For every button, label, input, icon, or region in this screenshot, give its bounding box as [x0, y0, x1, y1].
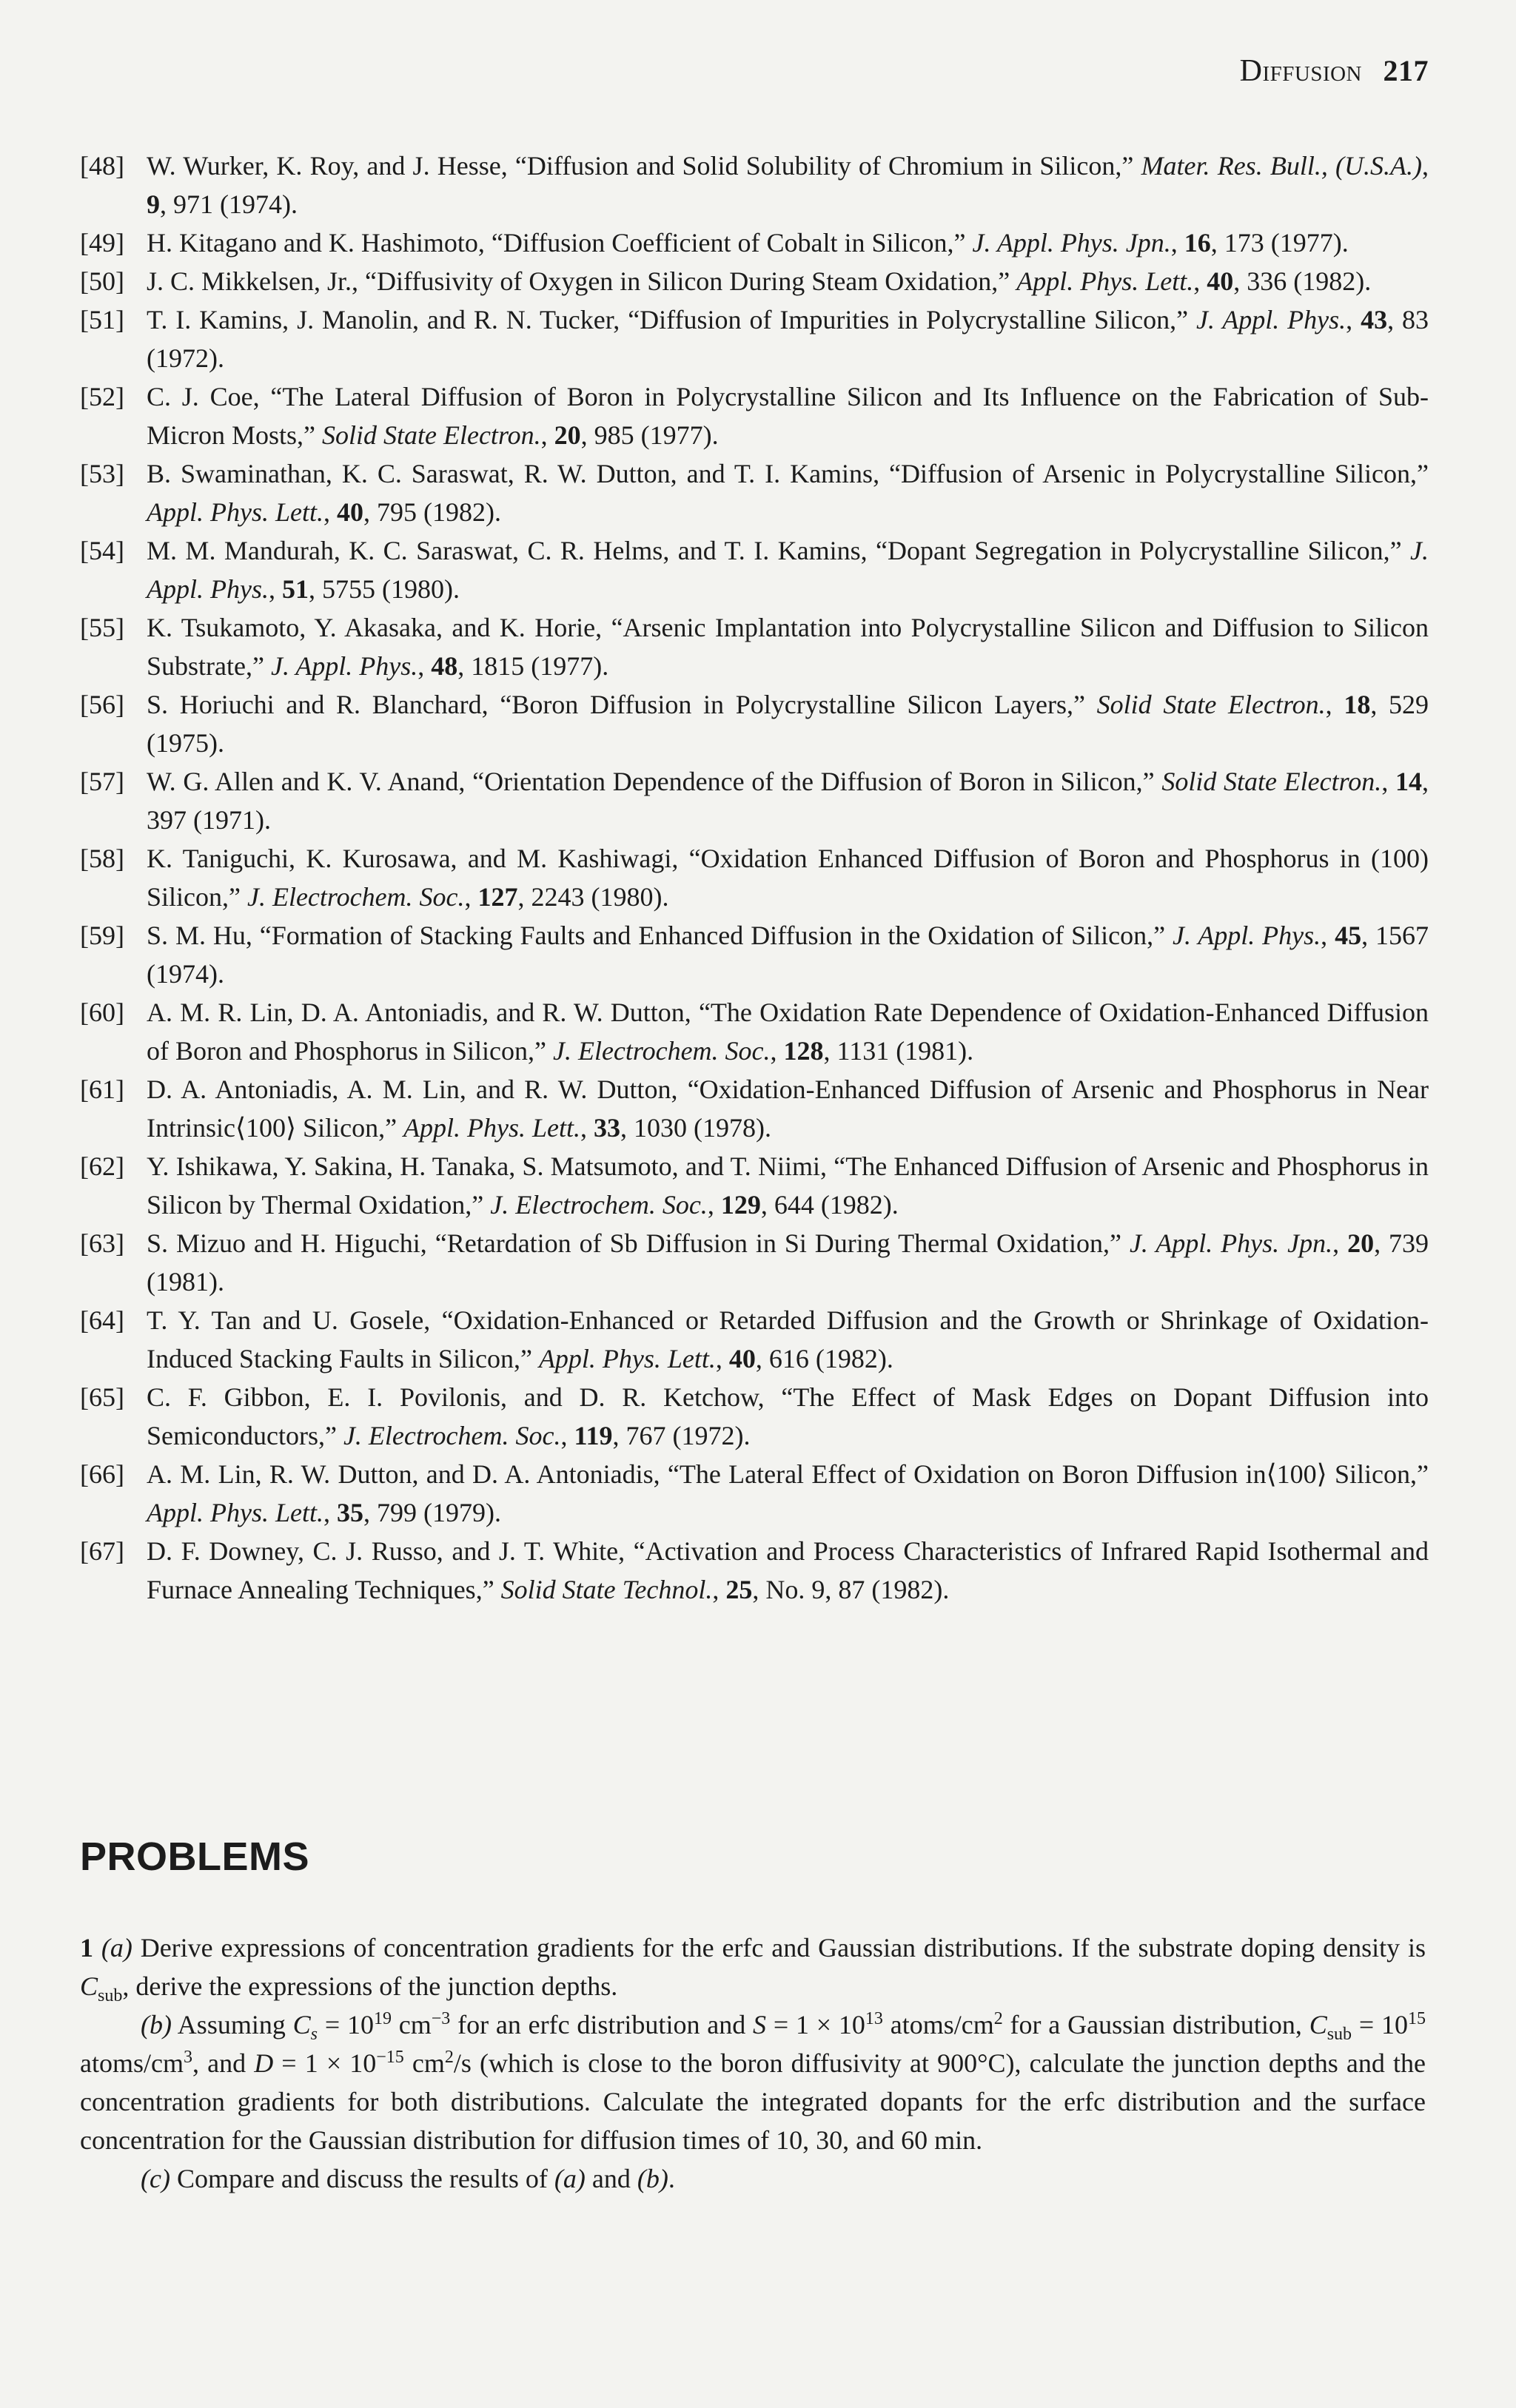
reference-text: [147, 1536, 1429, 1604]
reference-text: [147, 536, 1429, 604]
text-run: , and: [192, 2048, 255, 2078]
reference-number: [49]: [80, 228, 124, 258]
text-run: Y. Ishikawa, Y. Sakina, H. Tanaka, S. Matsumoto, and T. Niimi, “The Enhanced Diffusion of Arsenic and Phosphorus in Silicon by Thermal Oxidation,”: [147, 1151, 1429, 1220]
reference-text: [147, 1459, 1429, 1527]
text-run: ,: [707, 1190, 721, 1220]
reference-item: [80, 262, 1429, 300]
text-run: Derive expressions of concentration gradients for the erfc and Gaussian distributions. If the substrate doping density is: [132, 1933, 1426, 1963]
text-run: 35: [336, 1498, 363, 1527]
text-run: A. M. R. Lin, D. A. Antoniadis, and R. W. Dutton, “The Oxidation Rate Dependence of Oxidation-Enhanced Diffusion of Boron and Phosphorus in Silicon,”: [147, 998, 1429, 1066]
text-run: atoms/cm: [80, 2048, 184, 2078]
text-run: W. G. Allen and K. V. Anand, “Orientation Dependence of the Diffusion of Boron in Silicon,”: [147, 767, 1162, 796]
reference-list: [80, 147, 1429, 1609]
reference-item: [80, 1070, 1429, 1147]
reference-text: [147, 1305, 1429, 1373]
text-run: ,: [1346, 305, 1361, 334]
text-run: Solid State Electron.: [1096, 690, 1326, 719]
text-run: = 10: [1352, 2010, 1408, 2039]
text-run: 119: [574, 1421, 613, 1450]
text-run: −15: [376, 2048, 404, 2067]
text-run: for an erfc distribution and: [450, 2010, 754, 2039]
text-run: ,: [715, 1344, 729, 1373]
text-run: , 644 (1982).: [760, 1190, 899, 1220]
text-run: , 1567 (1974).: [147, 921, 1429, 989]
text-run: H. Kitagano and K. Hashimoto, “Diffusion Coefficient of Cobalt in Silicon,”: [147, 228, 973, 258]
reference-number: [50]: [80, 266, 124, 296]
text-run: 20: [554, 420, 581, 450]
text-run: 1: [80, 1933, 93, 1963]
reference-item: [80, 762, 1429, 839]
text-run: Mater. Res. Bull., (U.S.A.): [1141, 151, 1422, 181]
text-run: 128: [783, 1036, 824, 1066]
text-run: 127: [477, 882, 518, 912]
text-run: , No. 9, 87 (1982).: [752, 1575, 950, 1604]
reference-text: [147, 459, 1429, 527]
reference-item: [80, 1224, 1429, 1301]
text-run: C. J. Coe, “The Lateral Diffusion of Boron in Polycrystalline Silicon and Its Influence on the Fabrication of Sub-Micron Mosts,”: [147, 382, 1429, 450]
text-run: (a): [554, 2164, 586, 2193]
text-run: ,: [770, 1036, 784, 1066]
reference-item: [80, 377, 1429, 454]
text-run: s: [310, 2025, 318, 2045]
text-run: J. Electrochem. Soc.: [490, 1190, 708, 1220]
text-run: , 971 (1974).: [160, 189, 298, 219]
text-run: 19: [373, 2009, 392, 2028]
text-run: , 397 (1971).: [147, 767, 1429, 835]
text-run: 45: [1335, 921, 1362, 950]
text-run: 15: [1408, 2009, 1426, 2028]
text-run: , 2243 (1980).: [517, 882, 669, 912]
reference-item: [80, 608, 1429, 685]
text-run: M. M. Mandurah, K. C. Saraswat, C. R. Helms, and T. I. Kamins, “Dopant Segregation in Polycrystalline Silicon,”: [147, 536, 1411, 565]
text-run: .: [668, 2164, 675, 2193]
text-run: 25: [725, 1575, 753, 1604]
text-run: , 5755 (1980).: [308, 574, 460, 604]
reference-number: [56]: [80, 690, 124, 719]
reference-number: [67]: [80, 1536, 124, 1566]
reference-text: [147, 151, 1429, 219]
reference-text: [147, 228, 1349, 258]
text-run: (b): [141, 2010, 172, 2039]
text-run: J. Appl. Phys.: [147, 536, 1429, 604]
text-run: ,: [268, 574, 282, 604]
reference-item: [80, 1147, 1429, 1224]
text-run: ,: [417, 651, 432, 681]
reference-number: [59]: [80, 921, 124, 950]
reference-item: [80, 223, 1429, 262]
text-run: J. C. Mikkelsen, Jr., “Diffusivity of Oxygen in Silicon During Steam Oxidation,”: [147, 266, 1017, 296]
text-run: (b): [637, 2164, 668, 2193]
text-run: 2: [444, 2048, 454, 2067]
text-run: ,: [712, 1575, 726, 1604]
text-run: 3: [183, 2048, 192, 2067]
text-run: 20: [1347, 1228, 1375, 1258]
text-run: 16: [1184, 228, 1211, 258]
reference-number: [64]: [80, 1305, 124, 1335]
text-run: ,: [1332, 1228, 1348, 1258]
problem-paragraph: [80, 1928, 1426, 2005]
text-run: 18: [1344, 690, 1371, 719]
problems-section: [80, 1928, 1426, 2198]
text-run: cm: [391, 2010, 432, 2039]
text-run: Solid State Electron.: [322, 420, 541, 450]
reference-number: [57]: [80, 767, 124, 796]
text-run: K. Tsukamoto, Y. Akasaka, and K. Horie, “Arsenic Implantation into Polycrystalline Silicon and Diffusion to Silicon Substrate,”: [147, 613, 1429, 681]
text-run: , 1131 (1981).: [823, 1036, 974, 1066]
text-run: = 10: [318, 2010, 374, 2039]
text-run: , 173 (1977).: [1210, 228, 1349, 258]
text-run: S. Mizuo and H. Higuchi, “Retardation of Sb Diffusion in Si During Thermal Oxidation,”: [147, 1228, 1130, 1258]
text-run: /s (which is close to the boron diffusivity at 900°C), calculate the junction depths and the concentration gradients for both distributions. Calculate the integrated dopants for the erfc distribution and the surface concentration for the Gaussian distribution for diffusion times of 10, 30, and 60 min.: [80, 2048, 1426, 2155]
text-run: ,: [1422, 151, 1429, 181]
text-run: 9: [147, 189, 160, 219]
reference-text: [147, 1228, 1429, 1297]
text-run: 40: [728, 1344, 756, 1373]
text-run: , derive the expressions of the junction depths.: [122, 1971, 618, 2001]
reference-text: [147, 767, 1429, 835]
reference-text: [147, 305, 1429, 373]
reference-text: [147, 1151, 1429, 1220]
text-run: A. M. Lin, R. W. Dutton, and D. A. Antoniadis, “The Lateral Effect of Oxidation on Boron Diffusion in⟨100⟩ Silicon,”: [147, 1459, 1429, 1489]
text-run: = 1 × 10: [273, 2048, 377, 2078]
reference-item: [80, 531, 1429, 608]
reference-number: [55]: [80, 613, 124, 642]
problems-heading: PROBLEMS: [80, 1834, 310, 1879]
text-run: J. Appl. Phys.: [270, 651, 418, 681]
reference-number: [52]: [80, 382, 124, 411]
text-run: ,: [540, 420, 554, 450]
text-run: Appl. Phys. Lett.: [147, 497, 323, 527]
text-run: sub: [98, 1986, 123, 2006]
text-run: C: [292, 2010, 311, 2039]
text-run: ,: [1170, 228, 1184, 258]
reference-text: [147, 382, 1429, 450]
reference-number: [66]: [80, 1459, 124, 1489]
text-run: 40: [1207, 266, 1234, 296]
text-run: 43: [1361, 305, 1388, 334]
text-run: J. Electrochem. Soc.: [343, 1421, 561, 1450]
text-run: 129: [720, 1190, 761, 1220]
text-run: , 83 (1972).: [147, 305, 1429, 373]
reference-text: [147, 1382, 1429, 1450]
reference-number: [62]: [80, 1151, 124, 1181]
text-run: , 1030 (1978).: [620, 1113, 772, 1143]
reference-text: [147, 613, 1429, 681]
text-run: C: [1309, 2010, 1327, 2039]
text-run: ,: [560, 1421, 574, 1450]
text-run: S. M. Hu, “Formation of Stacking Faults and Enhanced Diffusion in the Oxidation of Silicon,”: [147, 921, 1173, 950]
reference-number: [51]: [80, 305, 124, 334]
text-run: K. Taniguchi, K. Kurosawa, and M. Kashiwagi, “Oxidation Enhanced Diffusion of Boron and Phosphorus in (100) Silicon,”: [147, 844, 1429, 912]
reference-item: [80, 1532, 1429, 1609]
reference-text: [147, 844, 1429, 912]
text-run: J. Appl. Phys. Jpn.: [1129, 1228, 1333, 1258]
text-run: 14: [1395, 767, 1422, 796]
text-run: , 799 (1979).: [363, 1498, 501, 1527]
text-run: , 795 (1982).: [363, 497, 501, 527]
text-run: , 767 (1972).: [612, 1421, 751, 1450]
text-run: Appl. Phys. Lett.: [147, 1498, 323, 1527]
reference-item: [80, 147, 1429, 223]
reference-number: [58]: [80, 844, 124, 873]
text-run: , 985 (1977).: [580, 420, 719, 450]
text-run: J. Appl. Phys. Jpn.: [972, 228, 1171, 258]
reference-text: [147, 690, 1429, 758]
text-run: Appl. Phys. Lett.: [538, 1344, 716, 1373]
text-run: (a): [101, 1933, 133, 1963]
reference-item: [80, 685, 1429, 762]
text-run: T. Y. Tan and U. Gosele, “Oxidation-Enhanced or Retarded Diffusion and the Growth or Shrinkage of Oxidation-Induced Stacking Faults in Silicon,”: [147, 1305, 1429, 1373]
reference-number: [48]: [80, 151, 124, 181]
reference-text: [147, 1074, 1429, 1143]
text-run: [93, 1933, 101, 1963]
text-run: 33: [594, 1113, 621, 1143]
text-run: ,: [1325, 690, 1344, 719]
problem-paragraph: [80, 2005, 1426, 2159]
text-run: , 1815 (1977).: [457, 651, 609, 681]
problem-paragraph: [80, 2159, 1426, 2198]
reference-item: [80, 300, 1429, 377]
text-run: , 529 (1975).: [147, 690, 1429, 758]
text-run: (c): [141, 2164, 170, 2193]
reference-item: [80, 993, 1429, 1070]
text-run: W. Wurker, K. Roy, and J. Hesse, “Diffusion and Solid Solubility of Chromium in Silicon,”: [147, 151, 1141, 181]
reference-number: [65]: [80, 1382, 124, 1412]
text-run: C. F. Gibbon, E. I. Povilonis, and D. R. Ketchow, “The Effect of Mask Edges on Dopant Diffusion into Semiconductors,”: [147, 1382, 1429, 1450]
text-run: ,: [323, 1498, 337, 1527]
text-run: and: [585, 2164, 637, 2193]
reference-item: [80, 839, 1429, 916]
reference-number: [63]: [80, 1228, 124, 1258]
text-run: D: [254, 2048, 274, 2078]
text-run: ,: [323, 497, 337, 527]
text-run: J. Electrochem. Soc.: [246, 882, 465, 912]
reference-text: [147, 921, 1429, 989]
reference-item: [80, 916, 1429, 993]
text-run: ,: [1321, 921, 1335, 950]
reference-number: [53]: [80, 459, 124, 488]
text-run: Assuming: [171, 2010, 293, 2039]
reference-item: [80, 454, 1429, 531]
text-run: 40: [336, 497, 363, 527]
text-run: J. Electrochem. Soc.: [552, 1036, 771, 1066]
text-run: D. A. Antoniadis, A. M. Lin, and R. W. Dutton, “Oxidation-Enhanced Diffusion of Arsenic and Phosphorus in Near Intrinsic⟨100⟩ Silicon,”: [147, 1074, 1429, 1143]
text-run: atoms/cm: [882, 2010, 994, 2039]
text-run: , 336 (1982).: [1233, 266, 1372, 296]
text-run: −3: [431, 2009, 451, 2028]
text-run: S: [753, 2010, 767, 2039]
text-run: cm: [403, 2048, 445, 2078]
text-run: T. I. Kamins, J. Manolin, and R. N. Tucker, “Diffusion of Impurities in Polycrystalline Silicon,”: [147, 305, 1196, 334]
text-run: Appl. Phys. Lett.: [403, 1113, 581, 1143]
text-run: B. Swaminathan, K. C. Saraswat, R. W. Dutton, and T. I. Kamins, “Diffusion of Arsenic in Polycrystalline Silicon,”: [147, 459, 1429, 488]
reference-text: [147, 266, 1371, 296]
reference-text: [147, 998, 1429, 1066]
text-run: 2: [993, 2009, 1003, 2028]
text-run: 51: [281, 574, 309, 604]
text-run: 48: [431, 651, 458, 681]
text-run: J. Appl. Phys.: [1195, 305, 1346, 334]
text-run: Solid State Technol.: [500, 1575, 713, 1604]
text-run: ,: [1193, 266, 1207, 296]
text-run: C: [80, 1971, 98, 2001]
text-run: ,: [464, 882, 478, 912]
text-run: 13: [865, 2009, 883, 2028]
text-run: Compare and discuss the results of: [170, 2164, 554, 2193]
reference-number: [54]: [80, 536, 124, 565]
reference-item: [80, 1378, 1429, 1455]
text-run: sub: [1326, 2025, 1352, 2045]
text-run: for a Gaussian distribution,: [1002, 2010, 1309, 2039]
running-head-section: Diffusion: [1239, 54, 1362, 88]
reference-item: [80, 1301, 1429, 1378]
text-run: ,: [1381, 767, 1395, 796]
text-run: S. Horiuchi and R. Blanchard, “Boron Diffusion in Polycrystalline Silicon Layers,”: [147, 690, 1097, 719]
text-run: , 739 (1981).: [147, 1228, 1429, 1297]
page-number: 217: [1383, 54, 1429, 87]
text-run: , 616 (1982).: [755, 1344, 893, 1373]
text-run: ,: [580, 1113, 594, 1143]
reference-number: [61]: [80, 1074, 124, 1104]
text-run: = 1 × 10: [766, 2010, 865, 2039]
reference-number: [60]: [80, 998, 124, 1027]
text-run: Solid State Electron.: [1161, 767, 1382, 796]
running-head: [1240, 53, 1429, 89]
reference-item: [80, 1455, 1429, 1532]
text-run: Appl. Phys. Lett.: [1016, 266, 1194, 296]
text-run: J. Appl. Phys.: [1173, 921, 1321, 950]
text-run: D. F. Downey, C. J. Russo, and J. T. White, “Activation and Process Characteristics of Infrared Rapid Isothermal and Furnace Annealing Techniques,”: [147, 1536, 1429, 1604]
